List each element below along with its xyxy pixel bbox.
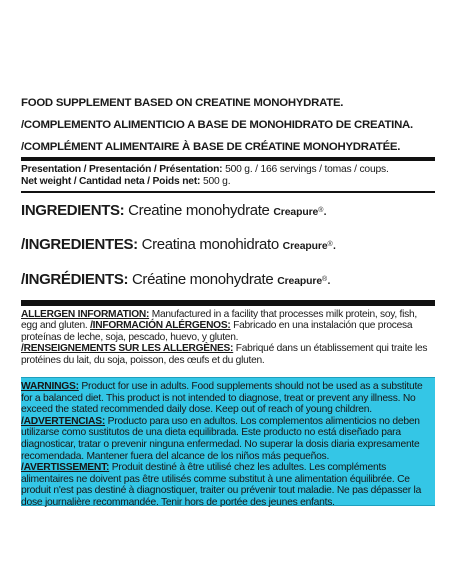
ingredients-es-end: . xyxy=(332,236,337,253)
brand-creapure: Creapure xyxy=(273,207,319,218)
allergen-fr-label: /RENSEIGNEMENTS SUR LES ALLERGÈNES: xyxy=(21,343,234,355)
presentation-block xyxy=(21,164,435,188)
registered-mark: ® xyxy=(322,276,327,283)
ingredients-es-text: Creatina monohidrato xyxy=(137,236,283,253)
warnings-en-text: Product for use in adults. Food supplements should not be used as a substitute for a balanced diet. This product is not intended to diagnose, treat or prevent any illness. No exceed the stated recommended daily dose. Keep out of reach of young children. xyxy=(21,381,423,416)
product-description xyxy=(21,97,435,163)
ingredients-es-label: /INGREDIENTES: xyxy=(21,236,138,253)
warnings-es-text: Producto para uso en adultos. Los complementos alimenticios no deben utilizarse como sustitutos de una dieta equilibrada. Este producto no está diseñado para diagnosticar, tratar o prevenir ninguna enfermedad. No superar la dosis diaria expresamente recomendada. Mantener fuera del alcance de los niños más pequeños. xyxy=(21,415,420,462)
warnings-fr-label: /AVERTISSEMENT: xyxy=(21,462,110,474)
allergen-es-label: /INFORMACIÓN ALÉRGENOS: xyxy=(90,320,231,332)
warnings-en xyxy=(21,381,435,416)
allergen-en-label: ALLERGEN INFORMATION: xyxy=(21,309,150,320)
presentation-value: 500 g. / 166 servings / tomas / coups. xyxy=(222,164,389,175)
presentation-label: Presentation / Presentación / Présentation: xyxy=(21,164,223,175)
ingredients-fr xyxy=(21,271,435,291)
presentation-line xyxy=(21,164,435,176)
description-fr: /COMPLÉMENT ALIMENTAIRE À BASE DE CRÉATINE MONOHYDRATÉE. xyxy=(21,141,401,153)
divider-top xyxy=(21,157,435,161)
description-es: /COMPLEMENTO ALIMENTICIO A BASE DE MONOHIDRATO DE CREATINA. xyxy=(21,119,413,131)
ingredients-en-text: Creatine monohydrate xyxy=(124,202,274,219)
registered-mark: ® xyxy=(318,207,324,214)
allergen-fr-text: Fabriqué dans un établissement qui traite les protéines du lait, du soja, poisson, des œufs et du gluten. xyxy=(21,343,428,366)
warnings-es xyxy=(21,416,435,462)
brand-creapure: Creapure xyxy=(282,241,328,252)
divider-ingredients xyxy=(21,300,435,306)
ingredients-fr-text: Créatine monohydrate xyxy=(128,271,278,288)
ingredients-en xyxy=(21,202,435,222)
warnings-fr xyxy=(21,462,435,508)
allergen-en-text: Manufactured in a facility that processes milk protein, soy, fish, egg and gluten. xyxy=(21,309,417,332)
warnings-en-label: WARNINGS: xyxy=(21,381,79,392)
registered-mark: ® xyxy=(327,241,333,248)
warnings-fr-text: Produit destiné à être utilisé chez les adultes. Les compléments alimentaires ne doivent pas être utilisés comme substitut à une alimentation équilibrée. Ce produit n'est pas destiné à diagnostiquer, traiter ou prévenir tout maladie. Ne pas dépasser la dose journalière recommandée. Tenir hors de portée des jeunes enfants. xyxy=(21,462,422,508)
net-weight-line xyxy=(21,176,435,188)
ingredients-en-end: . xyxy=(323,202,327,219)
divider-presentation xyxy=(21,191,435,193)
allergen-es-text: Fabricado en una instalación que procesa proteínas de leche, soja, pescado, huevo, y gluten. xyxy=(21,320,413,343)
allergen-information xyxy=(21,309,435,366)
net-weight-label: Net weight / Cantidad neta / Poids net: xyxy=(21,176,201,187)
brand-creapure: Creapure xyxy=(277,276,323,287)
net-weight-value: 500 g. xyxy=(200,176,231,187)
description-en: FOOD SUPPLEMENT BASED ON CREATINE MONOHYDRATE. xyxy=(21,97,344,109)
ingredients-fr-end: . xyxy=(326,271,331,288)
ingredients-es xyxy=(21,236,435,256)
ingredients-en-label: INGREDIENTS: xyxy=(21,202,125,219)
ingredients-fr-label: /INGRÉDIENTS: xyxy=(21,271,129,288)
warnings-es-label: /ADVERTENCIAS: xyxy=(21,415,106,427)
warnings-text xyxy=(21,381,435,509)
